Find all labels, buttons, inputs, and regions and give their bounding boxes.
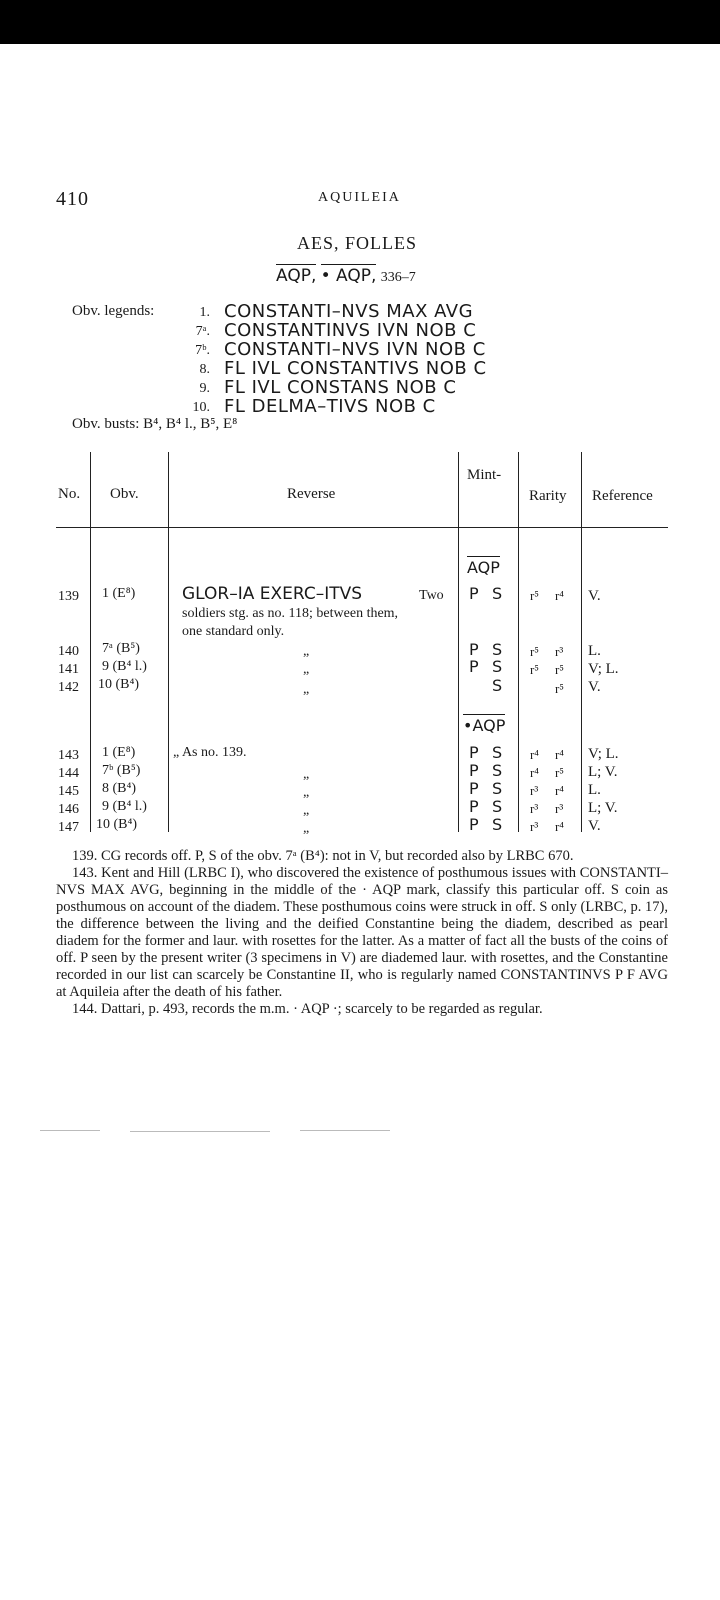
row-obverse: 7ᵃ (B⁵) (102, 641, 140, 656)
reverse-as-139: „ As no. 139. (173, 745, 247, 760)
col-header-rarity: Rarity (529, 488, 567, 504)
scan-speck (300, 1130, 390, 1131)
officina-s: S (492, 779, 503, 798)
mintmark-dot-aqp: • AQP, (320, 266, 377, 286)
rarity-s: r⁵ (555, 765, 564, 780)
rarity-s: r⁴ (555, 747, 564, 762)
rarity-s: r³ (555, 801, 564, 816)
reference: L; V. (588, 764, 618, 780)
row-number: 144 (58, 766, 79, 781)
row-obverse: 10 (B⁴) (98, 677, 140, 692)
row-number: 145 (58, 784, 79, 799)
row-obverse: 1 (E⁸) (102, 586, 136, 601)
ditto-mark: „ (303, 682, 310, 697)
ditto-mark: „ (303, 803, 310, 818)
officina-s: S (492, 761, 503, 780)
officina-s: S (492, 676, 503, 695)
legend-text: CONSTANTINVS IVN NOB C (224, 320, 477, 341)
page-number: 410 (56, 188, 89, 210)
column-rule (518, 452, 519, 832)
row-number: 142 (58, 680, 79, 695)
officina-s: S (492, 640, 503, 659)
reverse-description: one standard only. (182, 624, 285, 639)
officina-s: S (492, 584, 503, 603)
ditto-mark: „ (303, 767, 310, 782)
reverse-type: GLOR–IA EXERC–ITVS (182, 584, 363, 604)
row-obverse: 1 (E⁸) (102, 745, 136, 760)
officina-s: S (492, 815, 503, 834)
officina-p: P (469, 657, 479, 676)
rarity-p: r⁴ (530, 747, 539, 762)
rarity-s: r⁴ (555, 588, 564, 603)
column-rule (581, 452, 582, 832)
col-header-no: No. (58, 486, 81, 502)
reverse-description: soldiers stg. as no. 118; between them, (182, 606, 399, 621)
reference: L; V. (588, 800, 618, 816)
col-header-obv: Obv. (110, 486, 139, 502)
reference: V. (588, 588, 601, 604)
legend-number: 7ᵇ. (195, 343, 210, 358)
row-obverse: 10 (B⁴) (96, 817, 138, 832)
legend-text: FL IVL CONSTANTIVS NOB C (224, 358, 487, 379)
row-number: 141 (58, 662, 79, 677)
rarity-s: r³ (555, 644, 564, 659)
column-rule (90, 452, 91, 832)
row-obverse: 9 (B⁴ l.) (102, 659, 147, 674)
reference: L. (588, 782, 601, 798)
ditto-mark: „ (303, 644, 310, 659)
row-obverse: 9 (B⁴ l.) (102, 799, 147, 814)
col-header-mint: Mint- (467, 467, 502, 483)
officina-s: S (492, 797, 503, 816)
officina-p: P (469, 815, 479, 834)
mintmark-line (276, 266, 416, 286)
date-range: 336–7 (380, 270, 416, 285)
note-143: 143. Kent and Hill (LRBC I), who discovered the existence of posthumous issues with CONSTANTI–NVS MAX AVG, beginning in the middle of the · AQP mark, classify this particular off. S coin as posthumous on account of the diadem. These posthumous coins were struck in off. S only (LRBC, p. 17), the difference between the living and the deified Constantine being the diadem, described as pearl diadem for the former and laur. with rosettes for the latter. As a matter of fact all the busts of the coins of off. P seen by the present writer (3 specimens in V) are diademed laur. with rosettes, and the Constantine recorded in our list can scarcely be Constantine II, who is regularly named CONSTANTINVS P F AVG at Aquileia after the death of his father. (56, 865, 668, 1000)
column-rule (458, 452, 459, 832)
rarity-p: r⁵ (530, 662, 539, 677)
group-mintmark: •AQP (463, 716, 506, 735)
officina-p: P (469, 584, 479, 603)
row-number: 139 (58, 589, 79, 604)
reference: V; L. (588, 661, 619, 677)
legend-number: 9. (199, 381, 210, 396)
row-obverse: 8 (B⁴) (102, 781, 137, 796)
officina-s: S (492, 657, 503, 676)
top-black-bar (0, 0, 720, 44)
rarity-p: r³ (530, 783, 539, 798)
ditto-mark: „ (303, 662, 310, 677)
note-139: 139. CG records off. P, S of the obv. 7ᵃ (B⁴): not in V, but recorded also by LRBC 670. (72, 848, 574, 864)
note-144: 144. Dattari, p. 493, records the m.m. · AQP ·; scarcely to be regarded as regular. (72, 1001, 543, 1017)
running-head: AQUILEIA (318, 190, 401, 205)
reference: V. (588, 679, 601, 695)
legend-text: FL IVL CONSTANS NOB C (224, 377, 457, 398)
row-number: 140 (58, 644, 79, 659)
legend-number: 10. (192, 400, 210, 415)
rarity-p: r⁵ (530, 644, 539, 659)
row-obverse: 7ᵇ (B⁵) (102, 763, 141, 778)
scan-speck (130, 1131, 270, 1132)
reference: V. (588, 818, 601, 834)
officina-p: P (469, 743, 479, 762)
rarity-p: r³ (530, 819, 539, 834)
column-rule (168, 452, 169, 832)
reverse-two: Two (419, 588, 444, 603)
rarity-s: r⁵ (555, 662, 564, 677)
legend-text: CONSTANTI–NVS IVN NOB C (224, 339, 486, 360)
rarity-s: r⁴ (555, 819, 564, 834)
rarity-p: r⁵ (530, 588, 539, 603)
row-number: 143 (58, 748, 79, 763)
reference: V; L. (588, 746, 619, 762)
legend-number: 7ᵃ. (195, 324, 210, 339)
rarity-p: r⁴ (530, 765, 539, 780)
header-rule (56, 527, 668, 528)
scan-speck (40, 1130, 100, 1131)
row-number: 146 (58, 802, 79, 817)
footnotes (56, 848, 668, 1018)
officina-p: P (469, 761, 479, 780)
officina-s: S (492, 743, 503, 762)
row-number: 147 (58, 820, 79, 835)
mintmark-aqp: AQP, (276, 266, 317, 286)
rarity-p: r³ (530, 801, 539, 816)
reference: L. (588, 643, 601, 659)
col-header-reference: Reference (592, 488, 653, 504)
rarity-s: r⁵ (555, 681, 564, 696)
legend-text: CONSTANTI–NVS MAX AVG (224, 301, 474, 322)
group-mintmark: AQP (467, 558, 500, 577)
officina-p: P (469, 779, 479, 798)
col-header-reverse: Reverse (287, 486, 336, 502)
rarity-s: r⁴ (555, 783, 564, 798)
obv-busts: Obv. busts: B⁴, B⁴ l., B⁵, E⁸ (72, 416, 238, 432)
legend-number: 1. (199, 305, 210, 320)
officina-p: P (469, 640, 479, 659)
section-title: AES, FOLLES (297, 233, 418, 253)
ditto-mark: „ (303, 785, 310, 800)
ditto-mark: „ (303, 821, 310, 836)
legend-number: 8. (199, 362, 210, 377)
obv-legends-label: Obv. legends: (72, 303, 155, 319)
officina-p: P (469, 797, 479, 816)
legend-text: FL DELMA–TIVS NOB C (224, 396, 436, 417)
